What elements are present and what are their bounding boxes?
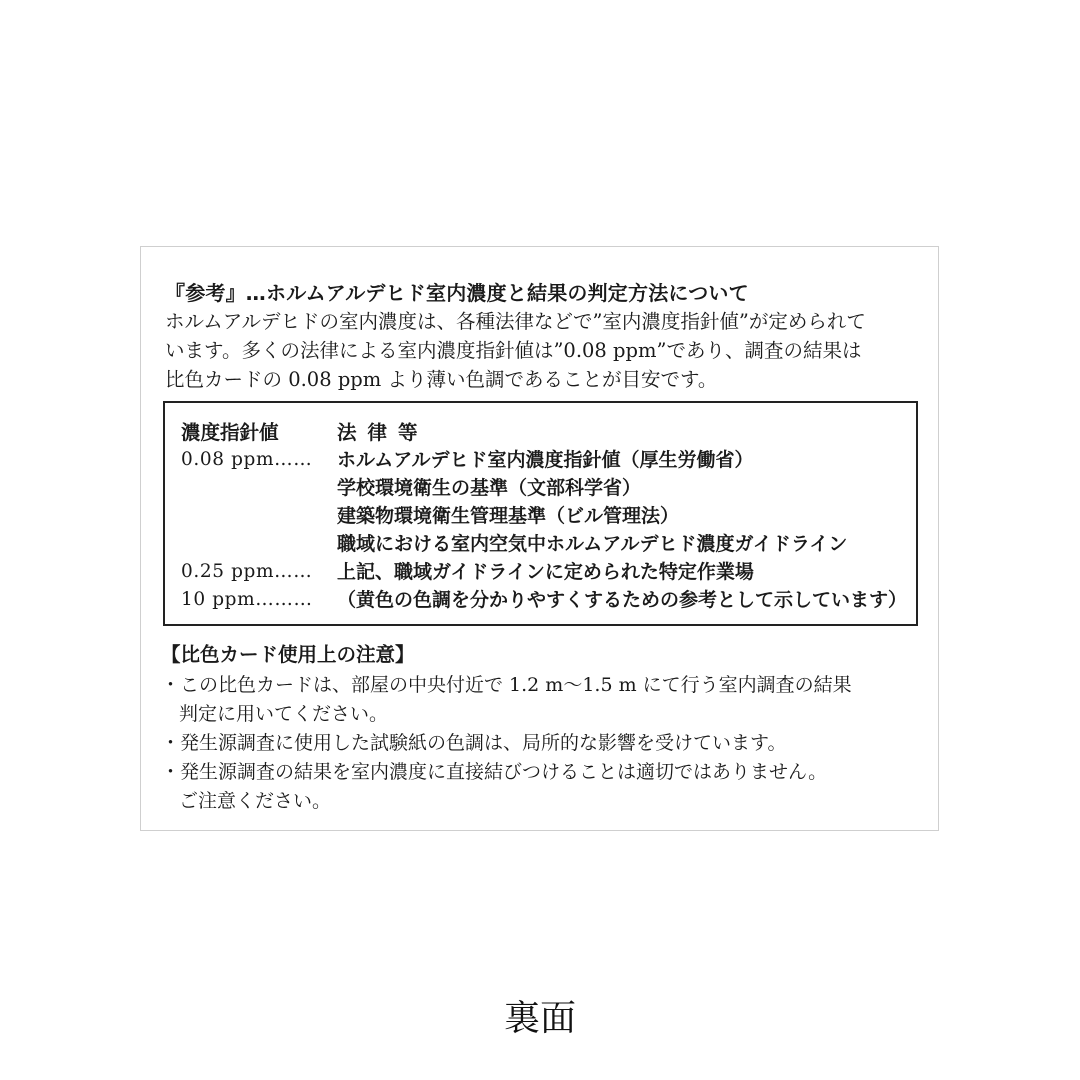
caution-line: 判定に用いてください。 [179, 703, 389, 725]
caution-line: ・この比色カードは、部屋の中央付近で 1.2 m～1.5 m にて行う室内調査の結果 [161, 674, 852, 696]
caution-title: 【比色カード使用上の注意】 [161, 643, 415, 666]
row-law: （黄色の色調を分かりやすくするための参考として示しています） [337, 589, 908, 611]
row-value: 0.25 ppm…… [181, 561, 313, 582]
table-header-value: 濃度指針値 [181, 421, 279, 444]
row-value: 10 ppm……… [181, 589, 313, 610]
intro-line: ホルムアルデヒドの室内濃度は、各種法律などで”室内濃度指針値”が定められて [165, 310, 866, 333]
caution-line: ・発生源調査の結果を室内濃度に直接結びつけることは適切ではありません。 [161, 761, 828, 783]
caution-line: ・発生源調査に使用した試験紙の色調は、局所的な影響を受けています。 [161, 732, 787, 754]
intro-line: います。多くの法律による室内濃度指針値は”0.08 ppm”であり、調査の結果は [165, 339, 862, 362]
row-law: ホルムアルデヒド室内濃度指針値（厚生労働省） [337, 449, 754, 471]
row-law: 学校環境衛生の基準（文部科学省） [337, 477, 642, 499]
row-law: 上記、職域ガイドラインに定められた特定作業場 [337, 561, 754, 583]
table-header-law: 法律等 [337, 421, 429, 444]
card-heading: 『参考』…ホルムアルデヒド室内濃度と結果の判定方法について [165, 281, 749, 305]
row-law: 職域における室内空気中ホルムアルデヒド濃度ガイドライン [337, 533, 848, 555]
intro-line: 比色カードの 0.08 ppm より薄い色調であることが目安です。 [165, 368, 718, 391]
intro-paragraph [165, 307, 921, 394]
page-caption: 裏面 [503, 998, 576, 1039]
reference-card [140, 246, 939, 831]
row-value: 0.08 ppm…… [181, 449, 313, 470]
caution-line: ご注意ください。 [179, 790, 332, 812]
caution-list [161, 671, 921, 816]
guideline-table [163, 401, 918, 626]
row-law: 建築物環境衛生管理基準（ビル管理法） [337, 505, 680, 527]
